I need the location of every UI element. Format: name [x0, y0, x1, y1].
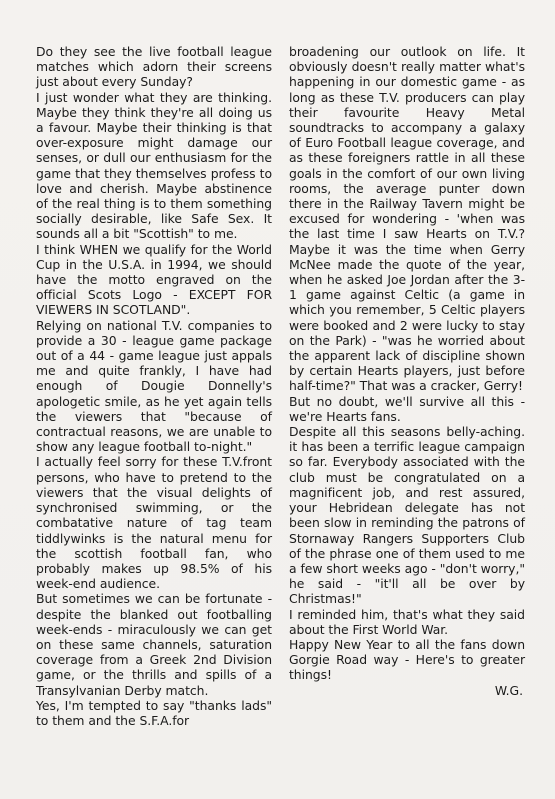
paragraph: But sometimes we can be fortunate - despite the blanked out footballing week-ends - miraculously we can get on these same channels, saturation coverage from a Greek 2nd Division game, or the thrills and spills of a Transylvanian Derby match.: [36, 591, 272, 698]
paragraph: I just wonder what they are thinking. Maybe they think they're all doing us a favour. Maybe their thinking is that over-exposure might damage our senses, or dull our enthusiasm for the game that they themselves profess to love and cherish. Maybe abstinence of the real thing is to them something socially desirable, like Safe Sex. It sounds all a bit "Scottish" to me.: [36, 89, 272, 242]
paragraph: Do they see the live football league matches which adorn their screens just about every Sunday?: [36, 44, 272, 90]
paragraph: Relying on national T.V. companies to provide a 30 - league game package out of a 44 - game league just appals me and quite frankly, I have had enough of Dougie Donnelly's apologetic smile, as he yet again tells the viewers that "because of contractual reasons, we are unable to show any league football to-night.": [36, 317, 272, 455]
paragraph: I reminded him, that's what they said about the First World War.: [289, 606, 525, 637]
paragraph: Happy New Year to all the fans down Gorgie Road way - Here's to greater things!: [289, 636, 525, 683]
paragraph: Yes, I'm tempted to say "thanks lads" to them and the S.F.A.for: [36, 697, 272, 728]
paragraph: I actually feel sorry for these T.V.front persons, who have to pretend to the viewers that the visual delights of synchronised swimming, or the combatative nature of tag team tiddlywinks is the natural menu for the scottish football fan, who probably makes up 98.5% of his week-end audience.: [36, 454, 272, 592]
article-column-left: [36, 44, 272, 728]
paragraph: broadening our outlook on life. It obviously doesn't really matter what's happening in our domestic game - as long as these T.V. producers can play their favourite Heavy Metal soundtracks to accompany a galaxy of Euro Football league coverage, and as these foreigners rattle in all these goals in the comfort of our own living rooms, the average punter down there in the Railway Tavern might be excused for wondering - 'when was the last time I saw Hearts on T.V.? Maybe it was the time when Gerry McNee made the quote of the year, when he asked Joe Jordan after the 3-1 game against Celtic (a game in which you remember, 5 Celtic players were booked and 2 were lucky to stay on the Park) - "was he worried about the apparent lack of discipline shown by certain Hearts players, just before half-time?" That was a cracker, Gerry!: [289, 44, 525, 394]
paragraph: Despite all this seasons belly-aching. it has been a terrific league campaign so far. Everybody associated with the club must be congratulated on a magnificent job, and rest assured, your Hebridean delegate has not been slow in reminding the patrons of Stornaway Rangers Supporters Club of the phrase one of them used to me a few short weeks ago - "don't worry," he said - "it'll all be over by Christmas!": [289, 424, 525, 607]
paragraph: I think WHEN we qualify for the World Cup in the U.S.A. in 1994, we should have the motto engraved on the official Scots Logo - EXCEPT FOR VIEWERS IN SCOTLAND".: [36, 241, 272, 318]
article-column-right: [289, 44, 525, 698]
paragraph: But no doubt, we'll survive all this - we're Hearts fans.: [289, 393, 525, 424]
author-signature: W.G.: [494, 682, 523, 698]
